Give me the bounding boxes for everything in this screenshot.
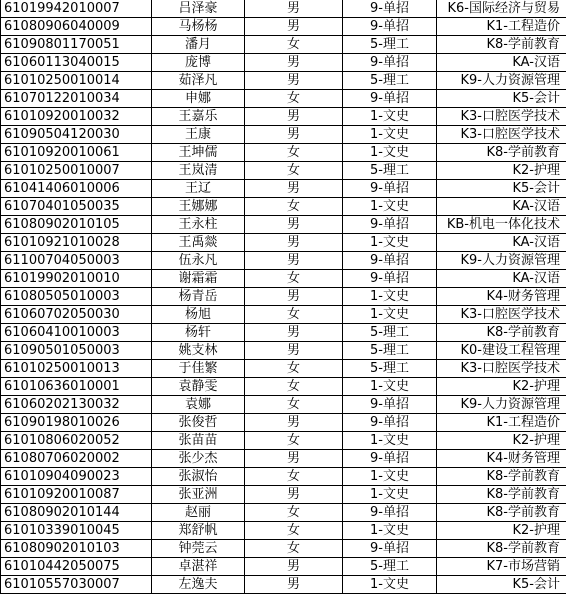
admission-type-cell: 1-文史	[343, 234, 437, 252]
admission-type-cell: 5-理工	[343, 342, 437, 360]
student-name-cell: 左逸夫	[152, 576, 245, 594]
candidate-id-cell: 61060702050030	[1, 306, 152, 324]
major-cell: KB-机电一体化技术	[437, 216, 566, 234]
candidate-id-cell: 61010636010001	[1, 378, 152, 396]
student-name-cell: 王岚清	[152, 162, 245, 180]
admission-type-cell: 9-单招	[343, 270, 437, 288]
candidate-id-cell: 61070401050035	[1, 198, 152, 216]
student-name-cell: 杨轩	[152, 324, 245, 342]
table-row	[1, 36, 566, 54]
candidate-id-cell: 61070122010034	[1, 90, 152, 108]
major-cell: K1-工程造价	[437, 18, 566, 36]
table-row	[1, 576, 566, 594]
table-row	[1, 108, 566, 126]
student-name-cell: 袁娜	[152, 396, 245, 414]
student-name-cell: 张少杰	[152, 450, 245, 468]
admission-type-cell: 1-文史	[343, 306, 437, 324]
major-cell: K4-财务管理	[437, 450, 566, 468]
table-row	[1, 18, 566, 36]
admission-type-cell: 1-文史	[343, 486, 437, 504]
candidate-id-cell: 61019902010010	[1, 270, 152, 288]
gender-cell: 女	[245, 306, 343, 324]
gender-cell: 男	[245, 72, 343, 90]
table-row	[1, 522, 566, 540]
student-name-cell: 庞博	[152, 54, 245, 72]
student-name-cell: 王永柱	[152, 216, 245, 234]
gender-cell: 女	[245, 378, 343, 396]
admission-type-cell: 1-文史	[343, 522, 437, 540]
student-name-cell: 张苗苗	[152, 432, 245, 450]
candidate-id-cell: 61080906040009	[1, 18, 152, 36]
table-row	[1, 378, 566, 396]
table-row	[1, 162, 566, 180]
candidate-id-cell: 61019942010007	[1, 0, 152, 18]
admission-type-cell: 1-文史	[343, 468, 437, 486]
table-row	[1, 90, 566, 108]
gender-cell: 男	[245, 216, 343, 234]
table-row	[1, 288, 566, 306]
gender-cell: 女	[245, 198, 343, 216]
student-name-cell: 于佳繁	[152, 360, 245, 378]
candidate-id-cell: 61100704050003	[1, 252, 152, 270]
major-cell: K3-口腔医学技术	[437, 306, 566, 324]
gender-cell: 男	[245, 486, 343, 504]
major-cell: K8-学前教育	[437, 540, 566, 558]
major-cell: K5-会计	[437, 576, 566, 594]
gender-cell: 男	[245, 180, 343, 198]
gender-cell: 男	[245, 342, 343, 360]
admission-type-cell: 1-文史	[343, 108, 437, 126]
admission-type-cell: 9-单招	[343, 18, 437, 36]
gender-cell: 男	[245, 18, 343, 36]
gender-cell: 女	[245, 144, 343, 162]
candidate-id-cell: 61010339010045	[1, 522, 152, 540]
student-name-cell: 伍永凡	[152, 252, 245, 270]
student-name-cell: 卓湛祥	[152, 558, 245, 576]
table-row	[1, 432, 566, 450]
admission-type-cell: 9-单招	[343, 90, 437, 108]
major-cell: K7-市场营销	[437, 558, 566, 576]
major-cell: K8-学前教育	[437, 504, 566, 522]
admission-table-body	[1, 0, 566, 594]
major-cell: K2-护理	[437, 378, 566, 396]
major-cell: K3-口腔医学技术	[437, 360, 566, 378]
gender-cell: 男	[245, 558, 343, 576]
gender-cell: 女	[245, 360, 343, 378]
admission-type-cell: 5-理工	[343, 162, 437, 180]
major-cell: K6-国际经济与贸易	[437, 0, 566, 18]
candidate-id-cell: 61090198010026	[1, 414, 152, 432]
candidate-id-cell: 61090501050003	[1, 342, 152, 360]
student-name-cell: 潘月	[152, 36, 245, 54]
major-cell: K8-学前教育	[437, 144, 566, 162]
gender-cell: 男	[245, 288, 343, 306]
admission-type-cell: 9-单招	[343, 450, 437, 468]
student-name-cell: 茹泽凡	[152, 72, 245, 90]
admission-type-cell: 1-文史	[343, 126, 437, 144]
student-name-cell: 王康	[152, 126, 245, 144]
candidate-id-cell: 61010920010061	[1, 144, 152, 162]
table-row	[1, 540, 566, 558]
student-name-cell: 吕泽豪	[152, 0, 245, 18]
table-row	[1, 144, 566, 162]
admission-type-cell: 1-文史	[343, 144, 437, 162]
gender-cell: 女	[245, 432, 343, 450]
table-row	[1, 306, 566, 324]
admission-type-cell: 9-单招	[343, 396, 437, 414]
gender-cell: 女	[245, 90, 343, 108]
major-cell: K8-学前教育	[437, 468, 566, 486]
gender-cell: 男	[245, 576, 343, 594]
candidate-id-cell: 61080505010003	[1, 288, 152, 306]
gender-cell: 男	[245, 252, 343, 270]
student-name-cell: 赵丽	[152, 504, 245, 522]
major-cell: K2-护理	[437, 162, 566, 180]
candidate-id-cell: 61090801170051	[1, 36, 152, 54]
major-cell: K9-人力资源管理	[437, 72, 566, 90]
candidate-id-cell: 61010557030007	[1, 576, 152, 594]
gender-cell: 男	[245, 108, 343, 126]
admission-type-cell: 1-文史	[343, 432, 437, 450]
major-cell: K0-建设工程管理	[437, 342, 566, 360]
table-row	[1, 126, 566, 144]
gender-cell: 女	[245, 522, 343, 540]
table-row	[1, 558, 566, 576]
table-row	[1, 234, 566, 252]
gender-cell: 女	[245, 162, 343, 180]
candidate-id-cell: 61041406010006	[1, 180, 152, 198]
major-cell: KA-汉语	[437, 54, 566, 72]
candidate-id-cell: 61010250010007	[1, 162, 152, 180]
table-row	[1, 414, 566, 432]
table-row	[1, 198, 566, 216]
candidate-id-cell: 61060202130032	[1, 396, 152, 414]
candidate-id-cell: 61080902010103	[1, 540, 152, 558]
student-name-cell: 袁静雯	[152, 378, 245, 396]
student-name-cell: 张俊哲	[152, 414, 245, 432]
major-cell: K2-护理	[437, 432, 566, 450]
table-row	[1, 0, 566, 18]
student-name-cell: 姚支林	[152, 342, 245, 360]
table-row	[1, 216, 566, 234]
candidate-id-cell: 61060410010003	[1, 324, 152, 342]
admission-type-cell: 5-理工	[343, 360, 437, 378]
student-name-cell: 郑舒帆	[152, 522, 245, 540]
student-name-cell: 王辽	[152, 180, 245, 198]
admission-type-cell: 9-单招	[343, 0, 437, 18]
student-name-cell: 申娜	[152, 90, 245, 108]
candidate-id-cell: 61090504120030	[1, 126, 152, 144]
admission-type-cell: 5-理工	[343, 324, 437, 342]
major-cell: K5-会计	[437, 180, 566, 198]
admission-type-cell: 1-文史	[343, 288, 437, 306]
major-cell: K9-人力资源管理	[437, 252, 566, 270]
major-cell: KA-汉语	[437, 234, 566, 252]
major-cell: KA-汉语	[437, 270, 566, 288]
student-name-cell: 杨旭	[152, 306, 245, 324]
candidate-id-cell: 61080902010105	[1, 216, 152, 234]
candidate-id-cell: 61010920010032	[1, 108, 152, 126]
admission-type-cell: 9-单招	[343, 504, 437, 522]
admission-type-cell: 9-单招	[343, 414, 437, 432]
admission-type-cell: 5-理工	[343, 72, 437, 90]
gender-cell: 男	[245, 234, 343, 252]
gender-cell: 男	[245, 450, 343, 468]
major-cell: K8-学前教育	[437, 36, 566, 54]
candidate-id-cell: 61060113040015	[1, 54, 152, 72]
gender-cell: 女	[245, 540, 343, 558]
admission-type-cell: 5-理工	[343, 558, 437, 576]
gender-cell: 女	[245, 36, 343, 54]
table-row	[1, 450, 566, 468]
student-name-cell: 谢霜霜	[152, 270, 245, 288]
gender-cell: 女	[245, 468, 343, 486]
table-row	[1, 54, 566, 72]
admission-type-cell: 1-文史	[343, 378, 437, 396]
table-row	[1, 468, 566, 486]
student-name-cell: 王坤儒	[152, 144, 245, 162]
major-cell: K3-口腔医学技术	[437, 108, 566, 126]
student-name-cell: 张亚洲	[152, 486, 245, 504]
candidate-id-cell: 61010442050075	[1, 558, 152, 576]
student-name-cell: 王娜娜	[152, 198, 245, 216]
major-cell: K3-口腔医学技术	[437, 126, 566, 144]
major-cell: K4-财务管理	[437, 288, 566, 306]
table-row	[1, 486, 566, 504]
candidate-id-cell: 61010920010087	[1, 486, 152, 504]
major-cell: K9-人力资源管理	[437, 396, 566, 414]
candidate-id-cell: 61010806020052	[1, 432, 152, 450]
candidate-id-cell: 61080902010144	[1, 504, 152, 522]
major-cell: K5-会计	[437, 90, 566, 108]
gender-cell: 男	[245, 414, 343, 432]
table-row	[1, 504, 566, 522]
admission-type-cell: 5-理工	[343, 36, 437, 54]
student-name-cell: 张淑怡	[152, 468, 245, 486]
student-name-cell: 钟莞云	[152, 540, 245, 558]
student-name-cell: 马杨杨	[152, 18, 245, 36]
gender-cell: 男	[245, 324, 343, 342]
table-row	[1, 270, 566, 288]
table-row	[1, 72, 566, 90]
candidate-id-cell: 61010250010013	[1, 360, 152, 378]
admission-type-cell: 9-单招	[343, 216, 437, 234]
candidate-id-cell: 61010921010028	[1, 234, 152, 252]
table-row	[1, 324, 566, 342]
candidate-id-cell: 61010250010014	[1, 72, 152, 90]
gender-cell: 女	[245, 396, 343, 414]
admission-type-cell: 9-单招	[343, 540, 437, 558]
major-cell: K8-学前教育	[437, 324, 566, 342]
major-cell: K8-学前教育	[437, 486, 566, 504]
gender-cell: 男	[245, 0, 343, 18]
candidate-id-cell: 61080706020002	[1, 450, 152, 468]
table-row	[1, 252, 566, 270]
table-row	[1, 342, 566, 360]
table-row	[1, 360, 566, 378]
major-cell: K2-护理	[437, 522, 566, 540]
student-name-cell: 王禹燚	[152, 234, 245, 252]
admission-type-cell: 1-文史	[343, 198, 437, 216]
admission-type-cell: 1-文史	[343, 576, 437, 594]
admission-type-cell: 9-单招	[343, 252, 437, 270]
table-row	[1, 180, 566, 198]
major-cell: K1-工程造价	[437, 414, 566, 432]
gender-cell: 男	[245, 126, 343, 144]
major-cell: KA-汉语	[437, 198, 566, 216]
admission-type-cell: 9-单招	[343, 54, 437, 72]
candidate-id-cell: 61010904090023	[1, 468, 152, 486]
student-name-cell: 王嘉乐	[152, 108, 245, 126]
gender-cell: 女	[245, 270, 343, 288]
table-row	[1, 396, 566, 414]
admission-type-cell: 9-单招	[343, 180, 437, 198]
gender-cell: 男	[245, 54, 343, 72]
gender-cell: 女	[245, 504, 343, 522]
student-name-cell: 杨青岳	[152, 288, 245, 306]
